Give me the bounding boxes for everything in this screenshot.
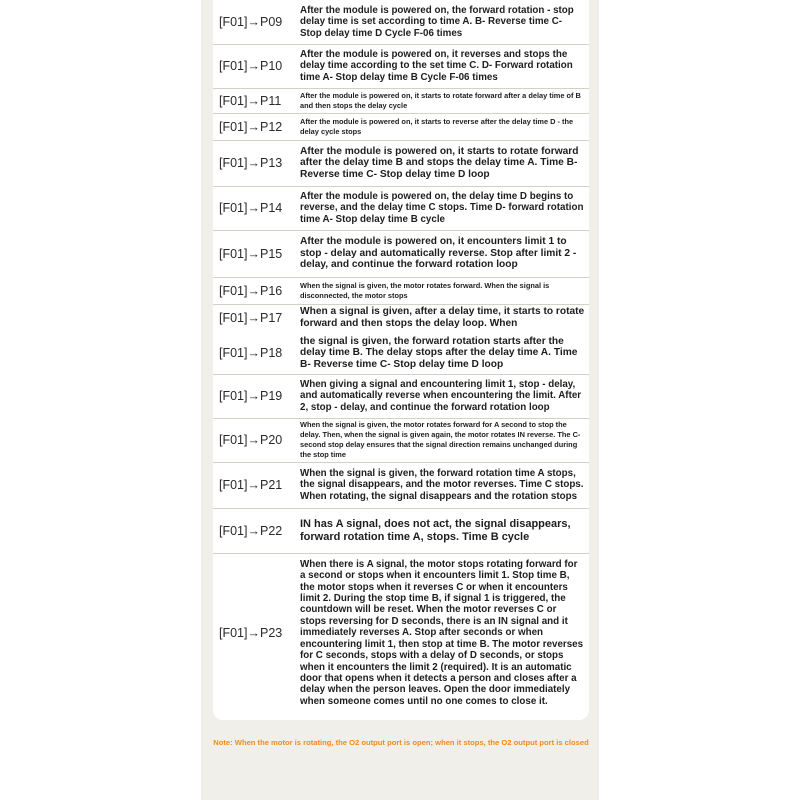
param-code: [F01]→P23 [219, 626, 283, 640]
param-description: After the module is powered on, it starts to rotate forward after a delay time of B and then stops the delay cycle [300, 90, 581, 110]
table-row [213, 186, 589, 231]
param-description: When the signal is given, the motor rotates forward for A second to stop the delay. Then, when the signal is given again, the motor rotates IN reverse. The C-second stop delay ensures that the signal direction remains unchanged during the stop time [300, 420, 581, 459]
param-description: After the module is powered on, the forward rotation - stop delay time is set according to time A. B- Reverse time C- Stop delay time D Cycle F-06 times [300, 4, 574, 39]
table-row [213, 88, 589, 114]
param-description: When there is A signal, the motor stops rotating forward for a second or stops when it encounters limit 1. Stop time B, the motor stops when it reverses C or when it encounters limit 2. During the stop time B, if signal 1 is triggered, the countdown will be reset. When the motor reverses C or stops reversing for D seconds, there is an IN signal and it immediately reverses A. Stop after seconds or when encountering limit 1, then stop at time B. The motor reverses for C seconds, stops with a delay of D seconds, or stops when it encounters the limit 2 (required). It is an automatic door that opens when it detects a person and closes after a delay when the person leaves. Open the door immediately when someone comes until no one comes to close it. [300, 558, 584, 707]
table-row [213, 508, 589, 554]
table-row [213, 304, 589, 332]
param-description: After the module is powered on, it starts to rotate forward after the delay time B and stops the delay time A. Time B- Reverse time C- Stop delay time D loop [300, 145, 579, 180]
table-row [213, 374, 589, 419]
param-code: [F01]→P18 [219, 346, 283, 360]
param-description: When the signal is given, the motor rotates forward. When the signal is disconnected, the motor stops [300, 280, 550, 300]
param-code: [F01]→P15 [219, 246, 283, 261]
param-description: IN has A signal, does not act, the signal disappears, forward rotation time A, stops. Time B cycle [300, 517, 571, 543]
table-row [213, 332, 589, 375]
param-description: When the signal is given, the forward rotation time A stops, the signal disappears, and the motor reverses. Time C stops. When rotating, the signal disappears and the rotation stops [300, 467, 584, 502]
param-description: the signal is given, the forward rotation starts after the delay time B. The delay stops after the delay time A. Time B- Reverse time C- Stop delay time D loop [300, 335, 578, 370]
param-description: After the module is powered on, the delay time D begins to reverse, and the delay time C stops. Time D- forward rotation time A- Stop delay time B cycle [300, 190, 584, 225]
param-code: [F01]→P16 [219, 283, 283, 298]
param-code: [F01]→P12 [219, 119, 283, 134]
param-description: After the module is powered on, it starts to reverse after the delay time D - the delay cycle stops [300, 116, 574, 136]
param-description: After the module is powered on, it encounters limit 1 to stop - delay and automatically reverse. Stop after limit 2 - delay, and continue the forward rotation loop [300, 236, 577, 271]
param-code: [F01]→P21 [219, 478, 283, 492]
parameter-table [213, 0, 589, 720]
table-row [213, 277, 589, 305]
param-code: [F01]→P13 [219, 156, 283, 170]
param-code: [F01]→P22 [219, 523, 283, 538]
table-row [213, 418, 589, 463]
param-description: When giving a signal and encountering limit 1, stop - delay, and automatically reverse when encountering the limit. After 2, stop - delay, and continue the forward rotation loop [300, 378, 582, 413]
param-code: [F01]→P09 [219, 15, 283, 29]
param-code: [F01]→P17 [219, 311, 283, 325]
table-row [213, 230, 589, 278]
param-description: After the module is powered on, it reverses and stops the delay time according to the set time C. D- Forward rotation time A- Stop delay time B Cycle F-06 times [300, 48, 573, 83]
table-row [213, 113, 589, 141]
param-code: [F01]→P19 [219, 389, 283, 403]
param-code: [F01]→P10 [219, 59, 283, 73]
footnote: Note: When the motor is rotating, the O2 output port is open; when it stops, the O2 output port is closed [213, 738, 589, 747]
table-row [213, 44, 589, 89]
param-description: When a signal is given, after a delay time, it starts to rotate forward and then stops the delay loop. When [300, 306, 585, 329]
param-code: [F01]→P14 [219, 201, 283, 215]
table-row [213, 553, 589, 713]
table-row [213, 140, 589, 187]
param-code: [F01]→P20 [219, 433, 283, 447]
table-row [213, 462, 589, 509]
param-code: [F01]→P11 [219, 93, 282, 108]
table-row [213, 0, 589, 45]
